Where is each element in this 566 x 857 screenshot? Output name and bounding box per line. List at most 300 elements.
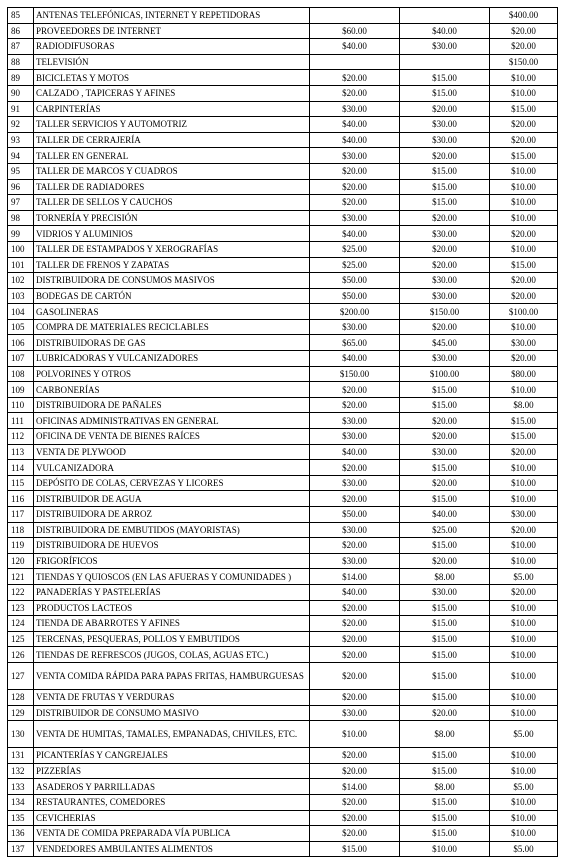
fee-category-3: $5.00 [490, 721, 558, 748]
fee-category-3: $20.00 [490, 132, 558, 148]
fee-category-3: $10.00 [490, 382, 558, 398]
table-row [8, 522, 558, 538]
fee-category-2: $40.00 [400, 23, 490, 39]
fee-category-1: $30.00 [310, 101, 400, 117]
fee-category-2: $15.00 [400, 179, 490, 195]
row-number: 91 [8, 101, 34, 117]
fee-category-1: $25.00 [310, 257, 400, 273]
row-number: 112 [8, 429, 34, 445]
fee-category-2: $40.00 [400, 507, 490, 523]
table-row [8, 148, 558, 164]
fee-category-2: $20.00 [400, 241, 490, 257]
row-number: 128 [8, 689, 34, 705]
table-row [8, 841, 558, 857]
activity-description: RADIODIFUSORAS [34, 39, 310, 55]
fee-category-2: $15.00 [400, 748, 490, 764]
activity-description: PIZZERÍAS [34, 763, 310, 779]
row-number: 88 [8, 54, 34, 70]
activity-description: RESTAURANTES, COMEDORES [34, 794, 310, 810]
table-row [8, 705, 558, 721]
fee-category-1: $20.00 [310, 538, 400, 554]
fee-category-3: $20.00 [490, 273, 558, 289]
table-row [8, 631, 558, 647]
fee-category-1: $20.00 [310, 748, 400, 764]
fee-category-1: $20.00 [310, 163, 400, 179]
fee-category-3: $15.00 [490, 413, 558, 429]
fee-category-3: $10.00 [490, 538, 558, 554]
fee-category-3: $10.00 [490, 810, 558, 826]
table-row [8, 288, 558, 304]
fee-category-1 [310, 8, 400, 24]
activity-description: VIDRIOS Y ALUMINIOS [34, 226, 310, 242]
fee-category-3: $10.00 [490, 319, 558, 335]
fee-category-2: $15.00 [400, 382, 490, 398]
row-number: 131 [8, 748, 34, 764]
fee-category-3: $20.00 [490, 522, 558, 538]
table-row [8, 304, 558, 320]
row-number: 90 [8, 85, 34, 101]
activity-description: OFICINA DE VENTA DE BIENES RAÍCES [34, 429, 310, 445]
fee-category-3: $20.00 [490, 288, 558, 304]
table-row [8, 85, 558, 101]
fee-category-1: $20.00 [310, 794, 400, 810]
fee-category-3: $30.00 [490, 335, 558, 351]
fee-category-2: $30.00 [400, 273, 490, 289]
row-number: 87 [8, 39, 34, 55]
table-row [8, 210, 558, 226]
fee-category-3: $10.00 [490, 689, 558, 705]
fee-category-3: $400.00 [490, 8, 558, 24]
activity-description: TORNERÍA Y PRECISIÓN [34, 210, 310, 226]
table-row [8, 335, 558, 351]
fee-category-1: $60.00 [310, 23, 400, 39]
fee-category-2: $15.00 [400, 600, 490, 616]
row-number: 114 [8, 460, 34, 476]
fee-category-3: $15.00 [490, 429, 558, 445]
table-row [8, 444, 558, 460]
fee-category-1: $20.00 [310, 616, 400, 632]
table-row [8, 163, 558, 179]
fee-category-2: $30.00 [400, 444, 490, 460]
fee-category-1: $30.00 [310, 413, 400, 429]
fee-category-3: $30.00 [490, 507, 558, 523]
fee-category-1 [310, 54, 400, 70]
fee-category-3: $10.00 [490, 460, 558, 476]
row-number: 111 [8, 413, 34, 429]
activity-description: TALLER SERVICIOS Y AUTOMOTRIZ [34, 117, 310, 133]
fee-category-2: $45.00 [400, 335, 490, 351]
fee-category-1: $15.00 [310, 841, 400, 857]
table-row [8, 616, 558, 632]
fee-category-3: $10.00 [490, 794, 558, 810]
fee-category-1: $40.00 [310, 39, 400, 55]
fee-category-2: $150.00 [400, 304, 490, 320]
activity-description: PANADERÍAS Y PASTELERÍAS [34, 584, 310, 600]
table-row [8, 366, 558, 382]
fee-category-3: $10.00 [490, 70, 558, 86]
fee-category-3: $100.00 [490, 304, 558, 320]
row-number: 119 [8, 538, 34, 554]
row-number: 135 [8, 810, 34, 826]
table-row [8, 273, 558, 289]
row-number: 126 [8, 647, 34, 663]
activity-description: DISTRIBUIDOR DE AGUA [34, 491, 310, 507]
fee-category-2: $20.00 [400, 210, 490, 226]
fee-category-3: $10.00 [490, 85, 558, 101]
row-number: 102 [8, 273, 34, 289]
fee-category-2: $15.00 [400, 397, 490, 413]
fee-category-1: $30.00 [310, 148, 400, 164]
table-row [8, 257, 558, 273]
table-row [8, 54, 558, 70]
document-page [7, 7, 557, 857]
fee-category-2: $20.00 [400, 413, 490, 429]
row-number: 105 [8, 319, 34, 335]
activity-description: TALLER DE ESTAMPADOS Y XEROGRAFÍAS [34, 241, 310, 257]
row-number: 132 [8, 763, 34, 779]
fee-table-body [8, 8, 558, 857]
row-number: 106 [8, 335, 34, 351]
table-row [8, 569, 558, 585]
activity-description: VENTA DE COMIDA PREPARADA VÍA PUBLICA [34, 826, 310, 842]
row-number: 101 [8, 257, 34, 273]
activity-description: TALLER DE CERRAJERÍA [34, 132, 310, 148]
activity-description: TIENDAS DE REFRESCOS (JUGOS, COLAS, AGUAS ETC.) [34, 647, 310, 663]
fee-category-3: $10.00 [490, 163, 558, 179]
row-number: 98 [8, 210, 34, 226]
fee-category-1: $40.00 [310, 444, 400, 460]
fee-category-1: $30.00 [310, 429, 400, 445]
activity-description: TALLER DE RADIADORES [34, 179, 310, 195]
row-number: 96 [8, 179, 34, 195]
fee-category-3: $20.00 [490, 444, 558, 460]
table-row [8, 475, 558, 491]
fee-category-2: $8.00 [400, 569, 490, 585]
table-row [8, 794, 558, 810]
fee-category-1: $40.00 [310, 132, 400, 148]
row-number: 110 [8, 397, 34, 413]
row-number: 107 [8, 351, 34, 367]
fee-category-1: $40.00 [310, 351, 400, 367]
activity-description: ANTENAS TELEFÓNICAS, INTERNET Y REPETIDORAS [34, 8, 310, 24]
fee-category-3: $20.00 [490, 117, 558, 133]
table-row [8, 429, 558, 445]
activity-description: DISTRIBUIDORAS DE GAS [34, 335, 310, 351]
table-row [8, 763, 558, 779]
row-number: 129 [8, 705, 34, 721]
fee-category-2: $15.00 [400, 826, 490, 842]
fee-category-2: $15.00 [400, 163, 490, 179]
table-row [8, 413, 558, 429]
table-row [8, 810, 558, 826]
table-row [8, 584, 558, 600]
row-number: 115 [8, 475, 34, 491]
fee-category-2: $15.00 [400, 85, 490, 101]
fee-category-2: $15.00 [400, 538, 490, 554]
fee-category-2: $20.00 [400, 429, 490, 445]
table-row [8, 8, 558, 24]
activity-description: COMPRA DE MATERIALES RECICLABLES [34, 319, 310, 335]
table-row [8, 553, 558, 569]
fee-category-2: $20.00 [400, 101, 490, 117]
fee-category-3: $10.00 [490, 475, 558, 491]
table-row [8, 195, 558, 211]
row-number: 94 [8, 148, 34, 164]
row-number: 104 [8, 304, 34, 320]
fee-category-3: $20.00 [490, 39, 558, 55]
activity-description: DISTRIBUIDOR DE CONSUMO MASIVO [34, 705, 310, 721]
fee-category-2: $15.00 [400, 647, 490, 663]
row-number: 85 [8, 8, 34, 24]
row-number: 116 [8, 491, 34, 507]
table-row [8, 600, 558, 616]
activity-description: DISTRIBUIDORA DE CONSUMOS MASIVOS [34, 273, 310, 289]
fee-category-2: $30.00 [400, 226, 490, 242]
table-row [8, 507, 558, 523]
activity-description: CALZADO , TAPICERAS Y AFINES [34, 85, 310, 101]
fee-category-3: $10.00 [490, 662, 558, 689]
fee-category-2: $30.00 [400, 351, 490, 367]
fee-category-3: $5.00 [490, 841, 558, 857]
row-number: 86 [8, 23, 34, 39]
row-number: 125 [8, 631, 34, 647]
table-row [8, 689, 558, 705]
row-number: 117 [8, 507, 34, 523]
fee-category-2: $15.00 [400, 616, 490, 632]
table-row [8, 491, 558, 507]
fee-category-2: $20.00 [400, 475, 490, 491]
fee-category-3: $10.00 [490, 647, 558, 663]
fee-category-1: $50.00 [310, 507, 400, 523]
fee-category-2: $10.00 [400, 841, 490, 857]
activity-description: OFICINAS ADMINISTRATIVAS EN GENERAL [34, 413, 310, 429]
fee-category-2: $8.00 [400, 779, 490, 795]
activity-description: TIENDA DE ABARROTES Y AFINES [34, 616, 310, 632]
fee-category-1: $30.00 [310, 522, 400, 538]
activity-description: DISTRIBUIDORA DE PAÑALES [34, 397, 310, 413]
activity-description: TELEVISIÓN [34, 54, 310, 70]
row-number: 95 [8, 163, 34, 179]
table-row [8, 179, 558, 195]
table-row [8, 779, 558, 795]
fee-category-1: $20.00 [310, 397, 400, 413]
fee-category-2 [400, 8, 490, 24]
table-row [8, 132, 558, 148]
row-number: 136 [8, 826, 34, 842]
fee-category-1: $14.00 [310, 779, 400, 795]
fee-category-1: $10.00 [310, 721, 400, 748]
fee-category-1: $30.00 [310, 475, 400, 491]
fee-category-3: $10.00 [490, 763, 558, 779]
table-row [8, 23, 558, 39]
activity-description: VENDEDORES AMBULANTES ALIMENTOS [34, 841, 310, 857]
fee-category-1: $30.00 [310, 210, 400, 226]
table-row [8, 319, 558, 335]
fee-category-2: $25.00 [400, 522, 490, 538]
table-row [8, 39, 558, 55]
activity-description: TIENDAS Y QUIOSCOS (EN LAS AFUERAS Y COMUNIDADES ) [34, 569, 310, 585]
row-number: 124 [8, 616, 34, 632]
fee-category-1: $20.00 [310, 826, 400, 842]
fee-category-1: $20.00 [310, 85, 400, 101]
activity-description: CARBONERÍAS [34, 382, 310, 398]
fee-category-1: $20.00 [310, 195, 400, 211]
fee-table [7, 7, 558, 857]
row-number: 108 [8, 366, 34, 382]
fee-category-3: $10.00 [490, 826, 558, 842]
activity-description: BODEGAS DE CARTÓN [34, 288, 310, 304]
table-row [8, 721, 558, 748]
fee-category-2: $20.00 [400, 705, 490, 721]
fee-category-1: $20.00 [310, 179, 400, 195]
table-row [8, 117, 558, 133]
fee-category-1: $14.00 [310, 569, 400, 585]
fee-category-3: $8.00 [490, 397, 558, 413]
fee-category-1: $20.00 [310, 70, 400, 86]
fee-category-1: $50.00 [310, 288, 400, 304]
row-number: 100 [8, 241, 34, 257]
activity-description: TALLER EN GENERAL [34, 148, 310, 164]
activity-description: VENTA DE PLYWOOD [34, 444, 310, 460]
activity-description: TALLER DE MARCOS Y CUADROS [34, 163, 310, 179]
table-row [8, 397, 558, 413]
activity-description: VENTA COMIDA RÁPIDA PARA PAPAS FRITAS, HAMBURGUESAS [34, 662, 310, 689]
fee-category-2: $30.00 [400, 584, 490, 600]
fee-category-3: $10.00 [490, 210, 558, 226]
table-row [8, 826, 558, 842]
activity-description: PRODUCTOS LACTEOS [34, 600, 310, 616]
row-number: 130 [8, 721, 34, 748]
fee-category-3: $10.00 [490, 553, 558, 569]
row-number: 118 [8, 522, 34, 538]
row-number: 92 [8, 117, 34, 133]
activity-description: GASOLINERAS [34, 304, 310, 320]
row-number: 109 [8, 382, 34, 398]
row-number: 89 [8, 70, 34, 86]
activity-description: CARPINTERÍAS [34, 101, 310, 117]
fee-category-1: $20.00 [310, 460, 400, 476]
fee-category-2: $15.00 [400, 794, 490, 810]
activity-description: VENTA DE HUMITAS, TAMALES, EMPANADAS, CHIVILES, ETC. [34, 721, 310, 748]
table-row [8, 241, 558, 257]
fee-category-2: $20.00 [400, 148, 490, 164]
activity-description: DEPÓSITO DE COLAS, CERVEZAS Y LICORES [34, 475, 310, 491]
table-row [8, 101, 558, 117]
fee-category-3: $5.00 [490, 779, 558, 795]
fee-category-2 [400, 54, 490, 70]
row-number: 99 [8, 226, 34, 242]
row-number: 127 [8, 662, 34, 689]
fee-category-1: $40.00 [310, 584, 400, 600]
fee-category-2: $30.00 [400, 117, 490, 133]
table-row [8, 460, 558, 476]
fee-category-3: $10.00 [490, 705, 558, 721]
table-row [8, 538, 558, 554]
fee-category-2: $30.00 [400, 132, 490, 148]
table-row [8, 351, 558, 367]
fee-category-3: $20.00 [490, 226, 558, 242]
fee-category-2: $15.00 [400, 810, 490, 826]
fee-category-2: $100.00 [400, 366, 490, 382]
fee-category-1: $30.00 [310, 705, 400, 721]
fee-category-1: $65.00 [310, 335, 400, 351]
fee-category-3: $10.00 [490, 748, 558, 764]
row-number: 134 [8, 794, 34, 810]
activity-description: DISTRIBUIDORA DE EMBUTIDOS (MAYORISTAS) [34, 522, 310, 538]
table-row [8, 647, 558, 663]
activity-description: ASADEROS Y PARRILLADAS [34, 779, 310, 795]
activity-description: LUBRICADORAS Y VULCANIZADORES [34, 351, 310, 367]
fee-category-2: $8.00 [400, 721, 490, 748]
activity-description: FRIGORÍFICOS [34, 553, 310, 569]
fee-category-3: $20.00 [490, 351, 558, 367]
fee-category-1: $20.00 [310, 491, 400, 507]
fee-category-3: $20.00 [490, 584, 558, 600]
fee-category-3: $10.00 [490, 631, 558, 647]
row-number: 103 [8, 288, 34, 304]
fee-category-1: $20.00 [310, 810, 400, 826]
fee-category-3: $10.00 [490, 195, 558, 211]
activity-description: TALLER DE FRENOS Y ZAPATAS [34, 257, 310, 273]
fee-category-2: $15.00 [400, 195, 490, 211]
activity-description: PICANTERÍAS Y CANGREJALES [34, 748, 310, 764]
fee-category-1: $20.00 [310, 662, 400, 689]
fee-category-2: $20.00 [400, 319, 490, 335]
fee-category-2: $15.00 [400, 662, 490, 689]
row-number: 133 [8, 779, 34, 795]
fee-category-2: $15.00 [400, 70, 490, 86]
activity-description: TALLER DE SELLOS Y CAUCHOS [34, 195, 310, 211]
fee-category-1: $40.00 [310, 226, 400, 242]
row-number: 93 [8, 132, 34, 148]
row-number: 97 [8, 195, 34, 211]
fee-category-2: $15.00 [400, 763, 490, 779]
table-row [8, 748, 558, 764]
fee-category-1: $40.00 [310, 117, 400, 133]
row-number: 113 [8, 444, 34, 460]
fee-category-3: $10.00 [490, 616, 558, 632]
activity-description: VULCANIZADORA [34, 460, 310, 476]
fee-category-2: $20.00 [400, 553, 490, 569]
fee-category-1: $30.00 [310, 553, 400, 569]
fee-category-2: $30.00 [400, 39, 490, 55]
fee-category-1: $30.00 [310, 319, 400, 335]
row-number: 120 [8, 553, 34, 569]
fee-category-1: $20.00 [310, 600, 400, 616]
row-number: 122 [8, 584, 34, 600]
fee-category-3: $150.00 [490, 54, 558, 70]
fee-category-1: $150.00 [310, 366, 400, 382]
activity-description: VENTA DE FRUTAS Y VERDURAS [34, 689, 310, 705]
fee-category-3: $10.00 [490, 600, 558, 616]
activity-description: PROVEEDORES DE INTERNET [34, 23, 310, 39]
fee-category-1: $50.00 [310, 273, 400, 289]
fee-category-3: $15.00 [490, 257, 558, 273]
fee-category-2: $20.00 [400, 257, 490, 273]
fee-category-3: $80.00 [490, 366, 558, 382]
fee-category-1: $20.00 [310, 382, 400, 398]
activity-description: DISTRIBUIDORA DE ARROZ [34, 507, 310, 523]
fee-category-1: $20.00 [310, 647, 400, 663]
table-row [8, 226, 558, 242]
fee-category-3: $15.00 [490, 148, 558, 164]
activity-description: DISTRIBUIDORA DE HUEVOS [34, 538, 310, 554]
fee-category-1: $20.00 [310, 631, 400, 647]
activity-description: POLVORINES Y OTROS [34, 366, 310, 382]
row-number: 137 [8, 841, 34, 857]
table-row [8, 382, 558, 398]
fee-category-3: $10.00 [490, 241, 558, 257]
